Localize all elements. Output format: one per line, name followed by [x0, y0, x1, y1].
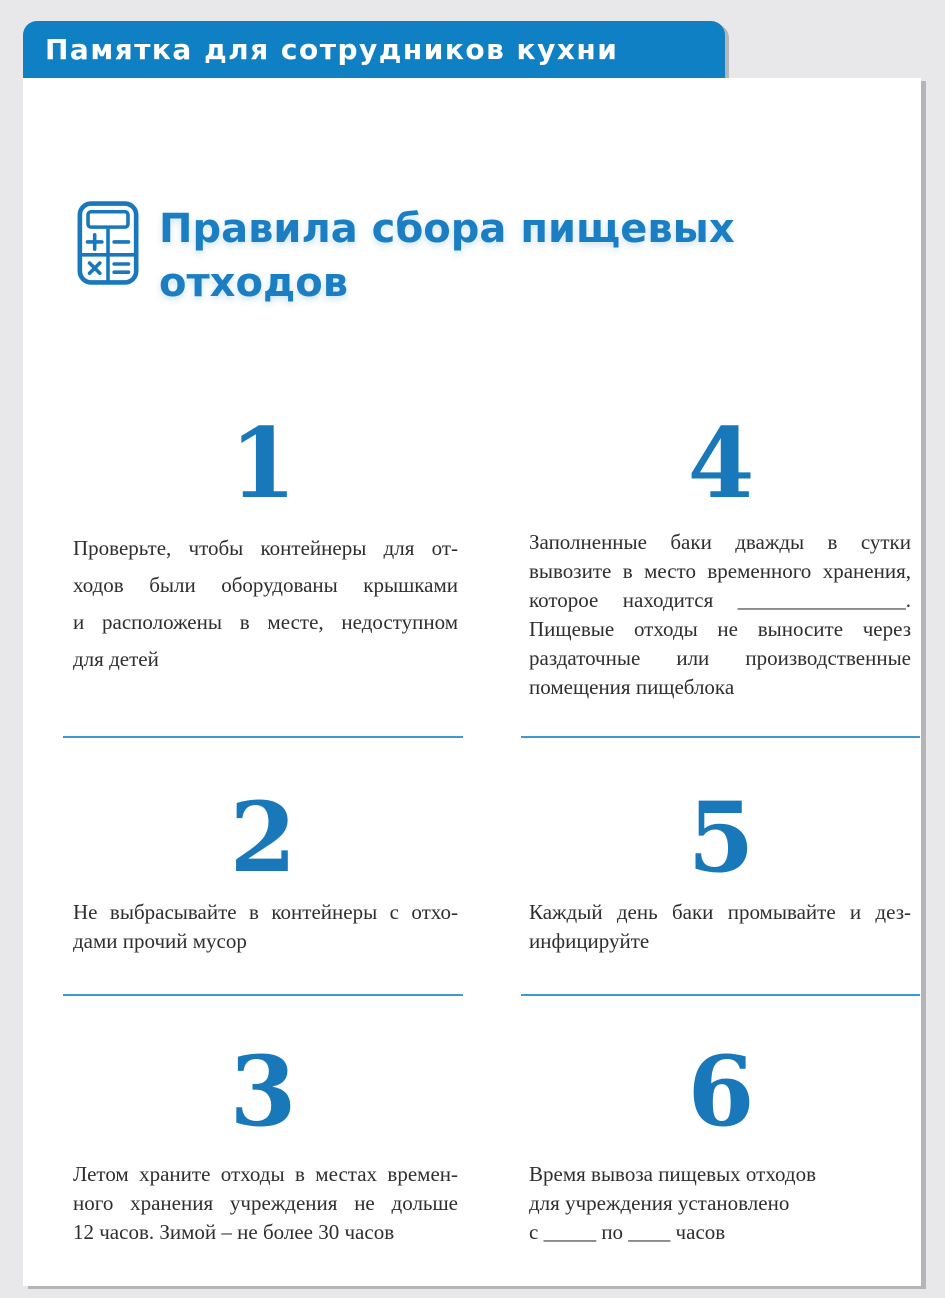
divider: [63, 736, 463, 738]
memo-card: [23, 78, 921, 1286]
item-number-5: 5: [687, 781, 755, 894]
item-text-2: [73, 898, 458, 956]
page-title-line-1: Правила сбора пищевых: [159, 206, 735, 252]
text-line: инфицируйте: [529, 929, 650, 953]
text-line: 12 часов. Зимой – не более 30 часов: [73, 1220, 395, 1244]
divider: [521, 736, 920, 738]
text-line: Заполненные баки дважды в сутки: [529, 530, 911, 554]
text-line: Пищевые отходы не выносите через: [529, 617, 911, 641]
text-line: для учреждения установлено: [529, 1191, 790, 1215]
text-line: ного хранения учреждения не дольше: [73, 1191, 458, 1215]
item-number-2: 2: [229, 781, 297, 894]
text-line: Не выбрасывайте в контейнеры с отхо-: [73, 900, 458, 924]
item-text-1: [73, 530, 458, 678]
text-line: Каждый день баки промывайте и дез-: [529, 900, 911, 924]
text-line: которое находится ________________.: [529, 588, 911, 612]
page-title: [159, 202, 879, 310]
page-title-line-2: отходов: [159, 260, 349, 306]
calculator-icon: [77, 201, 139, 285]
top-banner: [23, 21, 725, 78]
text-line: помещения пищеблока: [529, 675, 735, 699]
text-line: раздаточные или производственные: [529, 646, 911, 670]
text-line: ходов были оборудованы крышками: [73, 573, 458, 597]
item-number-4: 4: [687, 407, 755, 520]
text-line: для детей: [73, 647, 159, 671]
item-text-5: [529, 898, 911, 956]
divider: [521, 994, 920, 996]
item-text-6: [529, 1160, 911, 1247]
banner-title: Памятка для сотрудников кухни: [45, 33, 619, 66]
text-line: дами прочий мусор: [73, 929, 247, 953]
text-line: с _____ по ____ часов: [529, 1220, 726, 1244]
text-line: Время вывоза пищевых отходов: [529, 1162, 817, 1186]
item-number-6: 6: [687, 1035, 755, 1148]
text-line: Летом храните отходы в местах времен-: [73, 1162, 458, 1186]
divider: [63, 994, 463, 996]
text-line: и расположены в месте, недоступном: [73, 610, 458, 634]
text-line: Проверьте, чтобы контейнеры для от-: [73, 536, 458, 560]
item-text-3: [73, 1160, 458, 1247]
item-text-4: [529, 528, 911, 702]
item-number-1: 1: [229, 407, 297, 520]
text-line: вывозите в место временного хранения,: [529, 559, 911, 583]
item-number-3: 3: [229, 1035, 297, 1148]
